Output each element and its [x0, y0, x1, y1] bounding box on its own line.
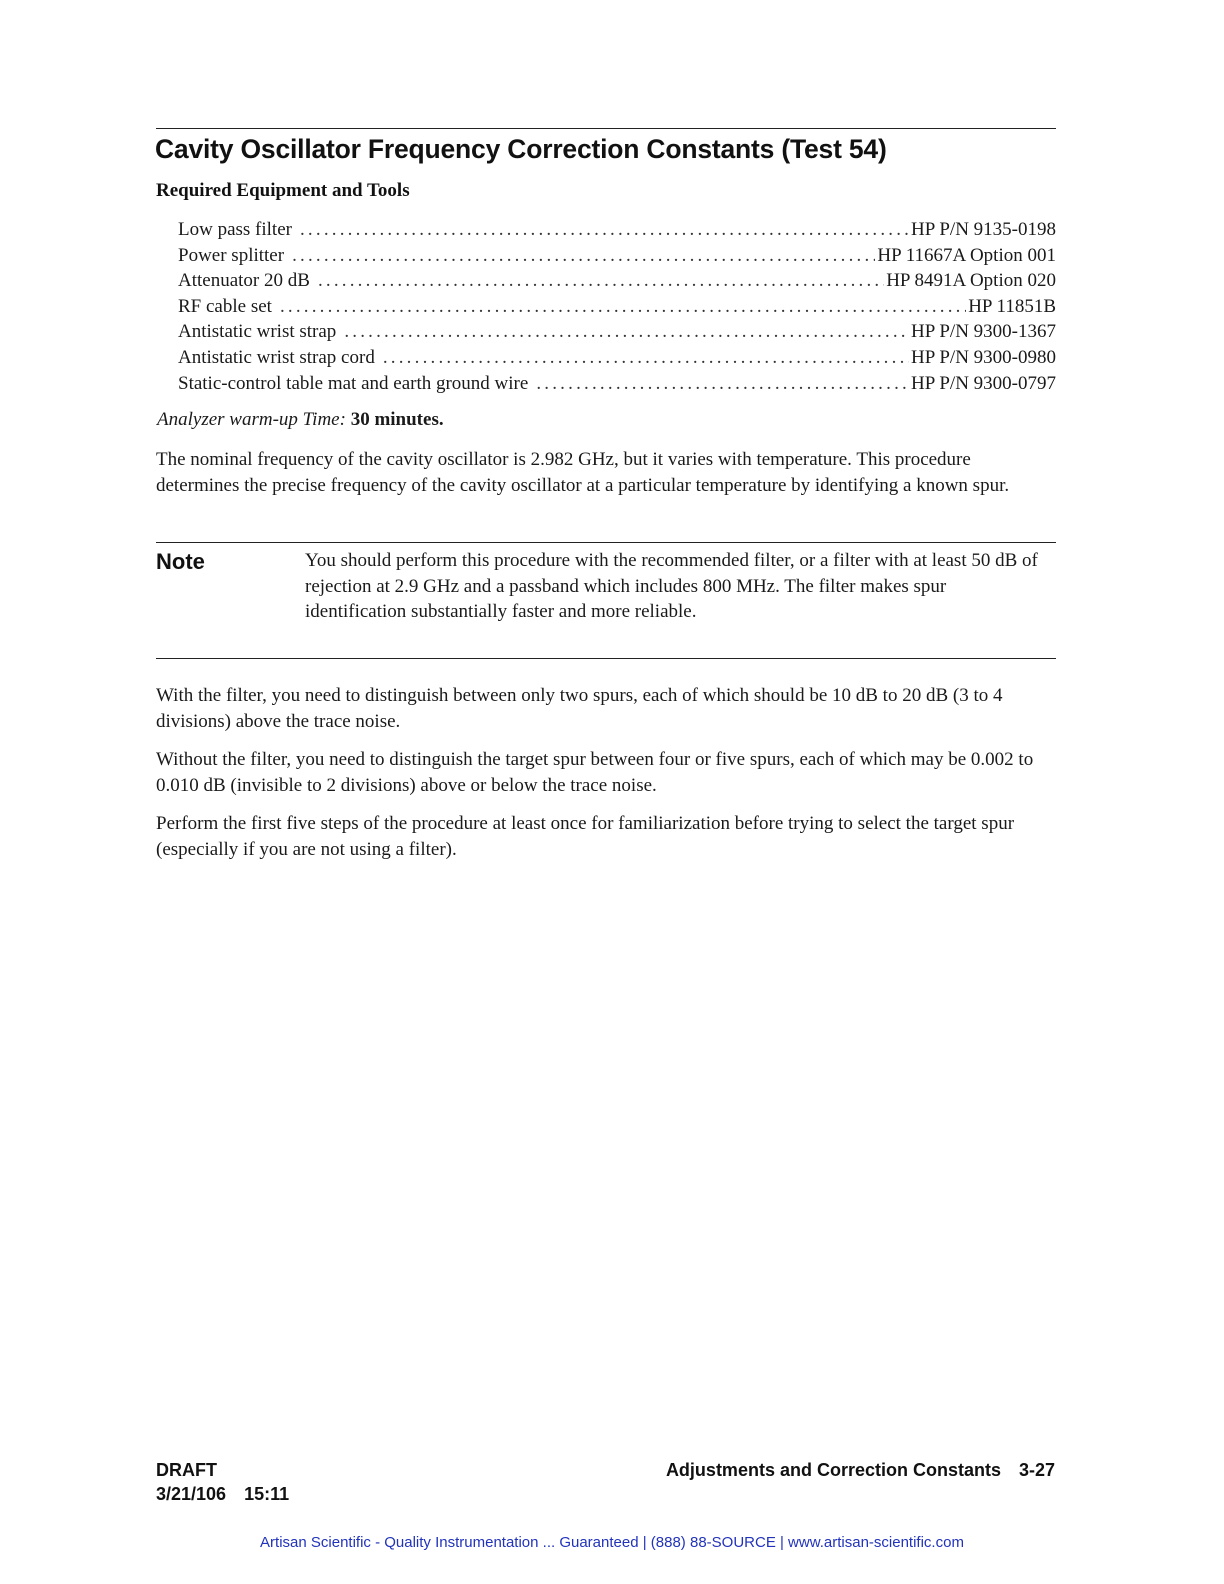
note-label: Note	[156, 549, 205, 574]
equipment-name: Power splitter	[178, 244, 285, 266]
warmup-label: Analyzer warm-up Time:	[157, 409, 346, 430]
title-top-rule	[156, 128, 1056, 129]
equipment-name: Antistatic wrist strap	[178, 321, 337, 343]
dot-leader	[344, 319, 909, 345]
equipment-part-number: HP P/N 9300-1367	[911, 321, 1056, 343]
footer-date-value: 3/21/106	[156, 1484, 227, 1504]
equipment-item	[178, 268, 1056, 294]
vendor-banner-link[interactable]: Artisan Scientific - Quality Instrumentation ... Guaranteed | (888) 88-SOURCE | www.artisan-scientific.com	[260, 1534, 964, 1551]
page-title: Cavity Oscillator Frequency Correction Constants (Test 54)	[155, 134, 887, 164]
dot-leader	[536, 371, 909, 397]
warmup-time	[157, 409, 444, 431]
dot-leader	[292, 243, 875, 269]
equipment-item	[178, 345, 1056, 371]
footer-time-value: 15:11	[244, 1484, 290, 1504]
equipment-item	[178, 371, 1056, 397]
without-filter-paragraph: Without the filter, you need to distinguish the target spur between four or five spurs, each of which may be 0.002 to 0.010 dB (invisible to 2 divisions) above or below the trace noise.	[156, 749, 1034, 796]
equipment-item	[178, 319, 1056, 345]
familiarization-paragraph: Perform the first five steps of the procedure at least once for familiarization before trying to select the target spur (especially if you are not using a filter).	[156, 813, 1015, 860]
equipment-name: Low pass filter	[178, 219, 292, 240]
dot-leader	[383, 345, 909, 371]
dot-leader	[280, 294, 966, 320]
dot-leader	[300, 217, 909, 243]
footer-section	[666, 1460, 1055, 1481]
footer-date	[156, 1484, 289, 1505]
equipment-part-number: HP 11851B	[968, 295, 1056, 317]
with-filter-paragraph: With the filter, you need to distinguish between only two spurs, each of which should be 10 dB to 20 dB (3 to 4 divisions) above the trace noise.	[156, 685, 1003, 732]
footer-section-title: Adjustments and Correction Constants	[665, 1460, 1001, 1480]
equipment-item	[178, 243, 1056, 269]
equipment-name: Static-control table mat and earth ground wire	[178, 372, 529, 394]
footer-page-number: 3-27	[1018, 1460, 1055, 1480]
equipment-part-number: HP P/N 9300-0980	[911, 346, 1056, 368]
dot-leader	[318, 268, 884, 294]
equipment-list	[178, 217, 1056, 396]
intro-paragraph: The nominal frequency of the cavity oscillator is 2.982 GHz, but it varies with temperature. This procedure determines the precise frequency of the cavity oscillator at a particular temperature by identifying a known spur.	[156, 449, 1010, 496]
equipment-name: Antistatic wrist strap cord	[178, 346, 375, 368]
footer-draft-label: DRAFT	[156, 1460, 217, 1480]
equipment-name: RF cable set	[178, 295, 272, 317]
equipment-item	[178, 294, 1056, 320]
equipment-name: Attenuator 20 dB	[178, 270, 310, 292]
equipment-part-number: HP 11667A Option 001	[877, 244, 1056, 266]
equipment-part-number: HP 8491A Option 020	[886, 270, 1056, 292]
equipment-item	[178, 217, 1056, 243]
note-top-rule	[156, 542, 1056, 543]
warmup-value: 30 minutes.	[350, 409, 444, 430]
equipment-part-number: HP P/N 9300-0797	[911, 372, 1056, 394]
note-bottom-rule	[156, 658, 1056, 659]
note-text: You should perform this procedure with the recommended filter, or a filter with at least 50 dB of rejection at 2.9 GHz and a passband which includes 800 MHz. The filter makes spur identification substantially faster and more reliable.	[305, 550, 1038, 623]
equipment-part-number: HP P/N 9135-0198	[911, 219, 1056, 240]
required-equipment-heading: Required Equipment and Tools	[156, 180, 410, 201]
